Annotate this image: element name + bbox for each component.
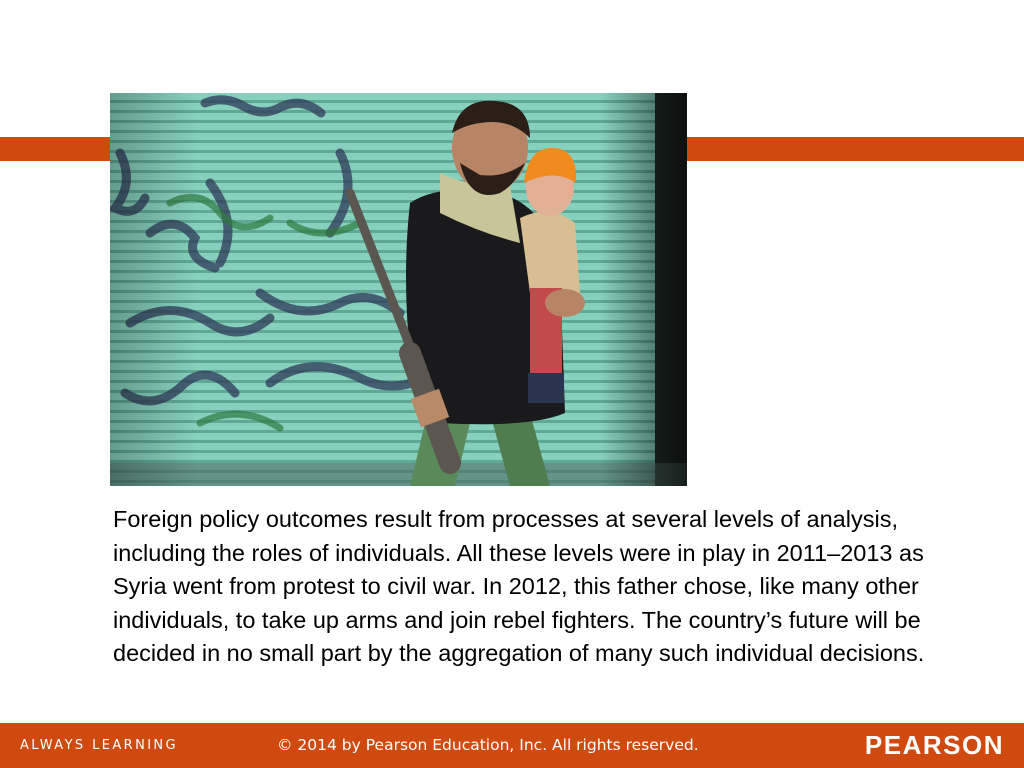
footer-tagline: ALWAYS LEARNING bbox=[20, 738, 179, 753]
photo-illustration bbox=[110, 93, 687, 486]
publisher-logo: PEARSON bbox=[864, 730, 1004, 760]
slide-photo bbox=[110, 93, 687, 486]
footer-bar bbox=[0, 723, 1024, 768]
footer-copyright: © 2014 by Pearson Education, Inc. All rights reserved. bbox=[277, 736, 699, 754]
photo-caption: Foreign policy outcomes result from processes at several levels of analysis, including the roles of individuals. All these levels were in play in 2011–2013 as Syria went from protest to civil war. In 2012, this father chose, like many other individuals, to take up arms and join rebel fighters. The country’s future will be decided in no small part by the aggregation of many such individual decisions. bbox=[113, 506, 925, 666]
